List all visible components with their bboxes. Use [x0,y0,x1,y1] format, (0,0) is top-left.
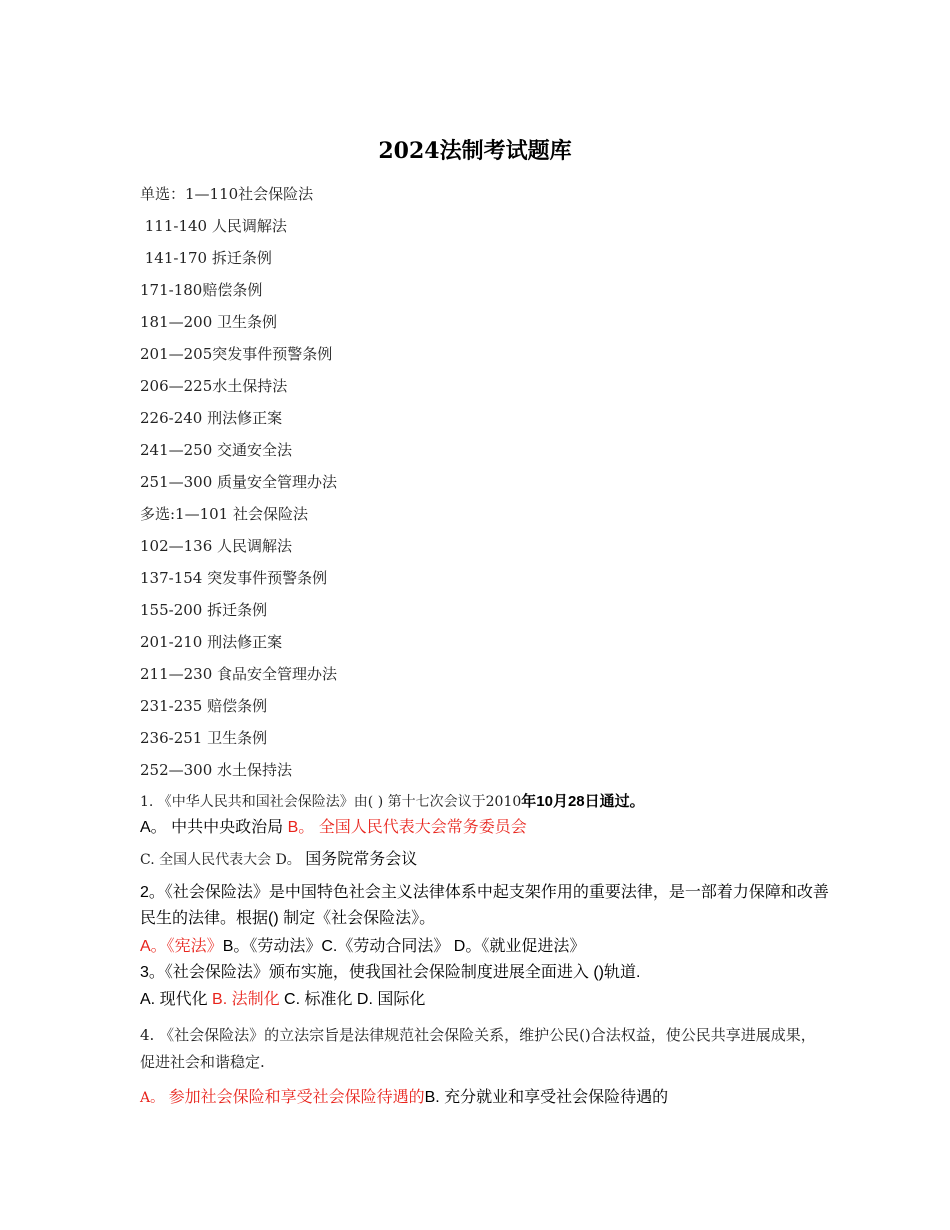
index-line: 236-251 卫生条例 [140,729,268,747]
index-line: 102—136 人民调解法 [140,537,293,555]
index-line: 137-154 突发事件预警条例 [140,569,328,587]
question-1-options-ab [140,814,830,842]
option-c-d: C. 标准化 D. 国际化 [279,991,426,1008]
index-line: 201-210 刑法修正案 [140,633,283,651]
index-line: 111-140 人民调解法 [140,217,287,235]
index-line: 251—300 质量安全管理办法 [140,473,338,491]
option-c: C. 全国人民代表大会 D。 [140,852,306,868]
index-line: 211—230 食品安全管理办法 [140,665,338,683]
question-4-options [140,1084,830,1112]
question-2-options [140,934,830,960]
option-a-label: A。 [140,1090,169,1106]
index-line: 155-200 拆迁条例 [140,601,268,619]
question-1-stem-part: 1. 《中华人民共和国社会保险法》由( ) 第十七次会议于2010 [140,794,522,810]
option-a-answer: 参加社会保险和享受社会保险待遇的 [168,1089,425,1106]
index-line: 多选:1—101 社会保险法 [140,505,308,523]
option-a: A. 现代化 [140,991,213,1008]
index-line: 141-170 拆迁条例 [140,249,272,267]
option-d: 国务院常务会议 [305,851,418,868]
index-line: 171-180赔偿条例 [140,281,263,299]
index-line: 单选：1—110社会保险法 [140,185,314,203]
question-2-stem: 2。《社会保险法》是中国特色社会主义法律体系中起支架作用的重要法律，是一部着力保障和改善民生的法律。根据() 制定《社会保险法》。 [140,884,829,927]
question-1-options-cd [140,846,830,874]
question-1-stem [140,790,830,814]
question-list [140,790,830,1112]
index-line: 231-235 赔偿条例 [140,697,268,715]
option-b-answer: B. 法制化 [212,991,280,1008]
option-a: A。 中共中央政治局 [140,819,288,836]
question-4-stem: 4. 《社会保险法》的立法宗旨是法律规范社会保险关系，维护公民()合法权益，使公民共享进展成果，促进社会和谐稳定. [140,1026,816,1071]
option-b: B. 充分就业和享受社会保险待遇的 [424,1089,669,1106]
question-3-stem: 3。《社会保险法》颁布实施，使我国社会保险制度进展全面进入 ()轨道. [140,964,641,981]
chapter-index [140,183,820,791]
index-line: 206—225水土保持法 [140,377,288,395]
option-b-answer: B。 全国人民代表大会常务委员会 [287,819,527,836]
option-a-answer: A。《宪法》 [140,938,223,955]
option-b-c-d: B。《劳动法》C.《劳动合同法》 D。《就业促进法》 [222,938,586,955]
index-line: 241—250 交通安全法 [140,441,293,459]
question-1-stem-date: 年10月28日通过。 [521,793,645,810]
index-line: 252—300 水土保持法 [140,761,293,779]
index-line: 226-240 刑法修正案 [140,409,283,427]
question-3-options [140,986,830,1014]
index-line: 181—200 卫生条例 [140,313,278,331]
page-title: 2024法制考试题库 [378,138,572,164]
index-line: 201—205突发事件预警条例 [140,345,333,363]
